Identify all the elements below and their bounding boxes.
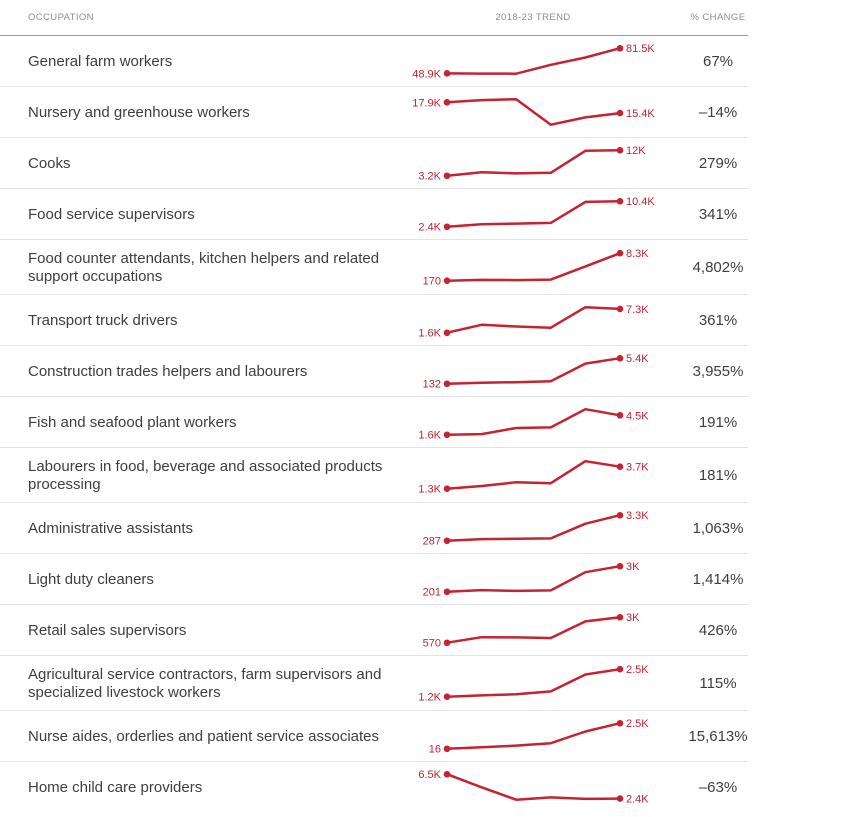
table-row bbox=[0, 295, 748, 346]
trend-sparkline bbox=[412, 605, 688, 656]
trend-cell bbox=[412, 189, 688, 240]
trend-cell bbox=[412, 503, 688, 554]
spark-end-value-label: 8.3K bbox=[626, 248, 649, 261]
spark-start-value-label: 48.9K bbox=[412, 68, 441, 81]
occupation-label: Construction trades helpers and labourers bbox=[28, 362, 308, 380]
occupation-label: Administrative assistants bbox=[28, 519, 194, 537]
table-row bbox=[0, 448, 748, 503]
spark-start-dot bbox=[444, 537, 451, 544]
percent-change-value: 1,063% bbox=[692, 520, 744, 537]
percent-change-value: 191% bbox=[698, 414, 738, 431]
percent-change-value: 181% bbox=[698, 467, 738, 484]
table-row bbox=[0, 503, 748, 554]
trend-sparkline bbox=[412, 346, 688, 397]
percent-change-value: –14% bbox=[698, 104, 738, 121]
spark-end-value-label: 10.4K bbox=[626, 196, 655, 209]
spark-end-value-label: 4.5K bbox=[626, 410, 649, 423]
sparkline-path bbox=[447, 150, 620, 176]
spark-start-dot bbox=[444, 277, 451, 284]
percent-change-value: 279% bbox=[698, 155, 738, 172]
trend-cell bbox=[412, 138, 688, 189]
spark-end-dot bbox=[617, 563, 624, 570]
trend-sparkline bbox=[412, 503, 688, 554]
spark-end-dot bbox=[617, 147, 624, 154]
spark-end-value-label: 2.5K bbox=[626, 664, 649, 677]
trend-cell bbox=[412, 36, 688, 87]
occupation-label: Food counter attendants, kitchen helpers and related support occupations bbox=[28, 250, 380, 285]
table-row bbox=[0, 554, 748, 605]
trend-sparkline bbox=[412, 448, 688, 503]
trend-cell bbox=[412, 656, 688, 711]
spark-start-dot bbox=[444, 431, 451, 438]
spark-end-value-label: 15.4K bbox=[626, 108, 655, 121]
spark-start-value-label: 287 bbox=[422, 535, 441, 548]
spark-end-dot bbox=[617, 306, 624, 313]
sparkline-path bbox=[447, 461, 620, 489]
spark-end-dot bbox=[617, 355, 624, 362]
sparkline-path bbox=[447, 48, 620, 73]
table-row bbox=[0, 656, 748, 711]
percent-change-value: 361% bbox=[698, 312, 738, 329]
sparkline-path bbox=[447, 358, 620, 384]
occupation-label: Labourers in food, beverage and associated products processing bbox=[28, 458, 383, 493]
percent-change-value: 341% bbox=[698, 206, 738, 223]
table-header-row bbox=[0, 0, 748, 36]
table-row bbox=[0, 762, 748, 813]
trend-cell bbox=[412, 605, 688, 656]
percent-change-value: 4,802% bbox=[692, 259, 744, 276]
spark-end-value-label: 2.4K bbox=[626, 793, 649, 806]
spark-start-value-label: 6.5K bbox=[418, 769, 441, 782]
spark-end-value-label: 3K bbox=[626, 612, 640, 625]
table-row bbox=[0, 138, 748, 189]
trend-sparkline bbox=[412, 711, 688, 762]
spark-start-dot bbox=[444, 223, 451, 230]
spark-start-value-label: 1.3K bbox=[418, 483, 441, 496]
spark-start-value-label: 1.2K bbox=[418, 691, 441, 704]
sparkline-path bbox=[447, 201, 620, 227]
percent-change-value: 426% bbox=[698, 622, 738, 639]
sparkline-path bbox=[447, 409, 620, 435]
column-header-percent-change: % CHANGE bbox=[690, 12, 746, 23]
spark-start-dot bbox=[444, 99, 451, 106]
spark-end-dot bbox=[617, 720, 624, 727]
spark-start-dot bbox=[444, 588, 451, 595]
sparkline-path bbox=[447, 723, 620, 749]
occupation-label: Agricultural service contractors, farm supervisors and specialized livestock workers bbox=[28, 666, 382, 701]
column-header-occupation: OCCUPATION bbox=[28, 12, 94, 23]
trend-cell bbox=[412, 295, 688, 346]
trend-cell bbox=[412, 762, 688, 813]
trend-sparkline bbox=[412, 295, 688, 346]
spark-end-value-label: 5.4K bbox=[626, 353, 649, 366]
trend-cell bbox=[412, 448, 688, 503]
trend-sparkline bbox=[412, 397, 688, 448]
spark-end-dot bbox=[617, 110, 624, 117]
spark-start-dot bbox=[444, 329, 451, 336]
table-row bbox=[0, 605, 748, 656]
spark-start-dot bbox=[444, 745, 451, 752]
spark-end-dot bbox=[617, 463, 624, 470]
table-row bbox=[0, 189, 748, 240]
percent-change-value: 1,414% bbox=[692, 571, 744, 588]
spark-start-value-label: 1.6K bbox=[418, 327, 441, 340]
spark-start-value-label: 3.2K bbox=[418, 170, 441, 183]
trend-cell bbox=[412, 554, 688, 605]
trend-sparkline bbox=[412, 762, 688, 813]
occupation-label: Home child care providers bbox=[28, 778, 203, 796]
occupation-label: Retail sales supervisors bbox=[28, 621, 187, 639]
percent-change-value: –63% bbox=[698, 779, 738, 796]
spark-end-value-label: 3K bbox=[626, 561, 640, 574]
spark-end-dot bbox=[617, 666, 624, 673]
occupation-label: Nursery and greenhouse workers bbox=[28, 103, 250, 121]
trend-cell bbox=[412, 711, 688, 762]
occupation-label: Transport truck drivers bbox=[28, 311, 178, 329]
trend-sparkline bbox=[412, 138, 688, 189]
trend-sparkline bbox=[412, 554, 688, 605]
trend-sparkline bbox=[412, 656, 688, 711]
spark-end-dot bbox=[617, 198, 624, 205]
spark-start-value-label: 570 bbox=[422, 637, 441, 650]
spark-end-dot bbox=[617, 250, 624, 257]
occupation-label: Fish and seafood plant workers bbox=[28, 413, 237, 431]
sparkline-path bbox=[447, 566, 620, 592]
spark-end-value-label: 7.3K bbox=[626, 303, 649, 316]
spark-end-value-label: 3.3K bbox=[626, 510, 649, 523]
spark-start-dot bbox=[444, 380, 451, 387]
trend-sparkline bbox=[412, 87, 688, 138]
spark-start-dot bbox=[444, 693, 451, 700]
table-row bbox=[0, 397, 748, 448]
sparkline-path bbox=[447, 669, 620, 697]
spark-start-value-label: 16 bbox=[428, 743, 441, 756]
percent-change-value: 115% bbox=[699, 675, 737, 692]
table-row bbox=[0, 346, 748, 397]
spark-end-dot bbox=[617, 45, 624, 52]
occupation-label: General farm workers bbox=[28, 52, 173, 70]
trend-cell bbox=[412, 397, 688, 448]
sparkline-path bbox=[447, 307, 620, 333]
table-row bbox=[0, 36, 748, 87]
occupation-label: Nurse aides, orderlies and patient service associates bbox=[28, 727, 380, 745]
spark-start-value-label: 170 bbox=[422, 275, 441, 288]
occupation-label: Food service supervisors bbox=[28, 205, 195, 223]
spark-start-dot bbox=[444, 70, 451, 77]
spark-end-dot bbox=[617, 795, 624, 802]
trend-cell bbox=[412, 87, 688, 138]
spark-start-value-label: 201 bbox=[422, 586, 441, 599]
spark-end-value-label: 2.5K bbox=[626, 718, 649, 731]
spark-start-value-label: 1.6K bbox=[418, 429, 441, 442]
trend-sparkline bbox=[412, 189, 688, 240]
spark-end-value-label: 12K bbox=[626, 145, 646, 158]
spark-end-dot bbox=[617, 412, 624, 419]
trend-cell bbox=[412, 346, 688, 397]
table-body bbox=[0, 36, 748, 813]
sparkline-path bbox=[447, 253, 620, 281]
sparkline-path bbox=[447, 774, 620, 800]
spark-start-value-label: 132 bbox=[422, 378, 441, 391]
sparkline-path bbox=[447, 617, 620, 643]
table-row bbox=[0, 711, 748, 762]
trend-cell bbox=[412, 240, 688, 295]
spark-start-value-label: 2.4K bbox=[418, 221, 441, 234]
spark-end-value-label: 3.7K bbox=[626, 461, 649, 474]
spark-start-dot bbox=[444, 771, 451, 778]
spark-start-dot bbox=[444, 485, 451, 492]
spark-start-value-label: 17.9K bbox=[412, 97, 441, 110]
trend-sparkline bbox=[412, 36, 688, 87]
spark-start-dot bbox=[444, 172, 451, 179]
occupation-label: Light duty cleaners bbox=[28, 570, 154, 588]
table-row bbox=[0, 87, 748, 138]
sparkline-path bbox=[447, 515, 620, 541]
occupation-label: Cooks bbox=[28, 154, 71, 172]
sparkline-path bbox=[447, 99, 620, 125]
spark-start-dot bbox=[444, 639, 451, 646]
trend-sparkline bbox=[412, 240, 688, 295]
spark-end-dot bbox=[617, 614, 624, 621]
column-header-trend: 2018-23 TREND bbox=[495, 12, 571, 23]
percent-change-value: 3,955% bbox=[692, 363, 744, 380]
spark-end-dot bbox=[617, 512, 624, 519]
percent-change-value: 15,613% bbox=[688, 728, 748, 745]
spark-end-value-label: 81.5K bbox=[626, 43, 655, 56]
percent-change-value: 67% bbox=[702, 53, 734, 70]
table-row bbox=[0, 240, 748, 295]
